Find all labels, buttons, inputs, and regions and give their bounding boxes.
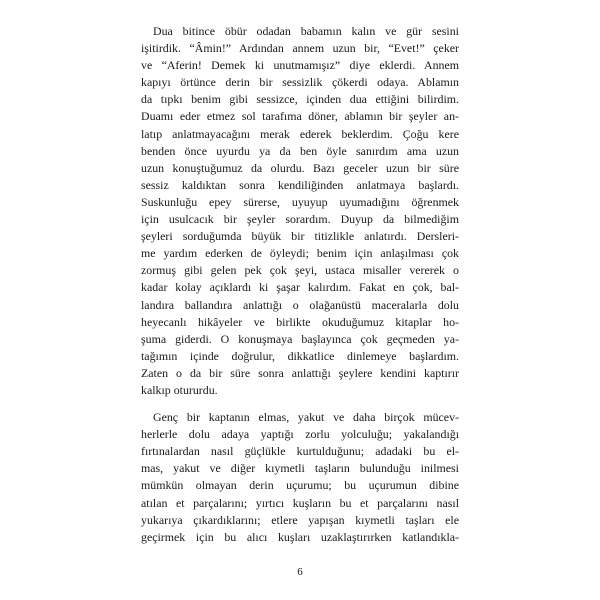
text-line: Genç bir kaptanın elmas, yakut ve daha birçok mücev- (153, 410, 459, 425)
text-line: ve “Aferin! Demek ki unutmamışız” diye eklerdi. Annem (141, 58, 459, 73)
text-line: sessiz kaldıktan sonra kendiliğinden anlatmaya başlardı. (141, 177, 459, 192)
body-text (141, 23, 459, 546)
paragraph-1 (141, 23, 459, 399)
text-line: mas, yakut ve diğer kıymetli taşların bulunduğu inilmesi (141, 461, 459, 476)
text-line: yukarıya çıkardıklarını; etlere yapışan kıymetli taşları ele (141, 512, 459, 527)
page-number: 6 (297, 566, 303, 578)
text-line: da tıpkı benim gibi sessizce, içinden dua ettiğini bilirdim. (141, 92, 459, 107)
text-line: landıra ballandıra anlattığı o olağanüstü maceralarla dolu (141, 297, 459, 312)
text-line: heyecanlı hikâyeler ve birlikte okuduğumuz kitaplar ho- (141, 314, 459, 329)
text-line: benden önce uyurdu ya da ben öyle sanırdım ama uzun (141, 143, 459, 158)
text-line: atılan et parçalarını; yırtıcı kuşların bu et parçalarını nasıl (141, 495, 459, 510)
text-line: kadar kolay açıklardı ki şaşar kalırdım. Fakat en çok, bal- (141, 280, 459, 295)
text-line: Suskunluğu epey sürerse, uyuyup uyumadığını öğrenmek (141, 194, 459, 209)
text-line: için usulcacık bir şeyler sorardım. Duyup da bilmediğim (141, 212, 459, 227)
paragraph-2 (141, 409, 459, 546)
text-line: Duamı eder etmez sol tarafıma döner, ablamın bir şeyler an- (141, 109, 459, 124)
text-line: latıp anlatmayacağını merak ederek beklerdim. Çoğu kere (141, 126, 459, 141)
text-line: herlerle dolu adaya yaptığı zorlu yolculuğu; yakalandığı (141, 427, 459, 442)
text-line: Zaten o da bir süre sonra anlattığı şeylere kendini kaptırır (141, 365, 459, 380)
text-line: mümkün olmayan derin uçurumu; bu uçurumun dibine (141, 478, 459, 493)
text-line: fırtınalardan nasıl güçlükle kurtulduğunu; adadaki bu el- (141, 444, 459, 459)
text-line: şeyleri sorduğumda büyük bir titizlikle anlatırdı. Dersleri- (141, 229, 459, 244)
text-line: kapıyı örtünce derin bir sessizlik çökerdi odaya. Ablamın (141, 75, 459, 90)
text-line: zormuş gibi gelen pek çok şeyi, ustaca misaller vererek o (141, 263, 459, 278)
text-line: şuma giderdi. O konuşmaya başlayınca çok geçmeden ya- (141, 331, 459, 346)
text-line: me yardım ederken de öyleydi; benim için anlaşılması çok (141, 246, 459, 261)
text-line: uzun konuştuğumuz da olurdu. Bazı geceler uzun bir süre (141, 160, 459, 175)
text-line: işitirdik. “Âmin!” Ardından annem uzun bir, “Evet!” çeker (141, 41, 459, 56)
text-line: Dua bitince öbür odadan babamın kalın ve gür sesini (153, 24, 459, 38)
text-line: geçirmek için bu alıcı kuşları uzaklaştırırken katlandıkla- (141, 529, 459, 544)
text-line: kalkıp otururdu. (141, 382, 218, 397)
text-line: tağımın içinde doğrulur, dikkatlice dinlemeye başlardım. (141, 348, 459, 363)
